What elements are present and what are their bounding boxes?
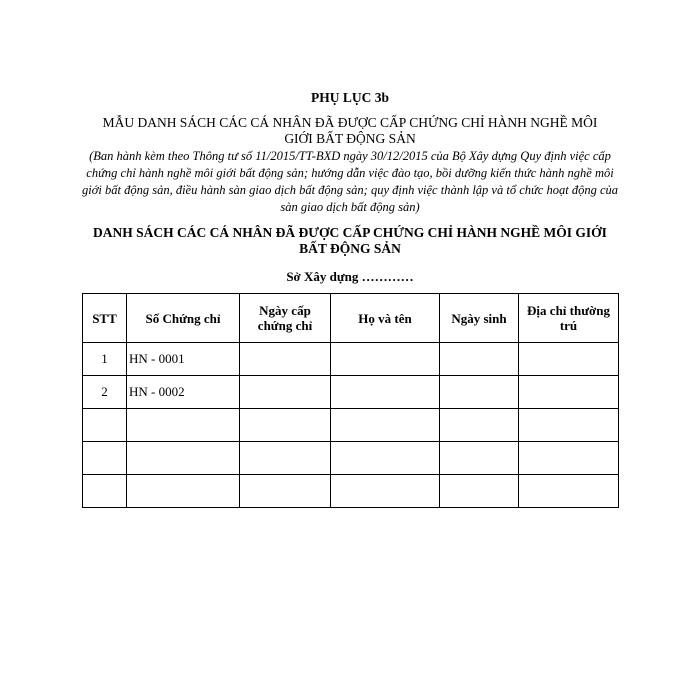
column-header-full-name: Họ và tên — [331, 294, 440, 343]
cell-certificate-number — [127, 442, 240, 475]
cell-stt: 2 — [83, 376, 127, 409]
appendix-label: PHỤ LỤC 3b — [310, 90, 389, 105]
cell-certificate-number: HN - 0002 — [127, 376, 240, 409]
cell-birth-date — [440, 409, 519, 442]
table-row — [83, 376, 619, 409]
column-header-certificate-number: Số Chứng chỉ — [127, 294, 240, 343]
cell-full-name — [331, 475, 440, 508]
list-title: DANH SÁCH CÁC CÁ NHÂN ĐÃ ĐƯỢC CẤP CHỨNG CHỈ HÀNH NGHỀ MÔI GIỚI BẤT ĐỘNG SẢN — [93, 225, 607, 256]
cell-stt: 1 — [83, 343, 127, 376]
cell-permanent-address — [519, 343, 619, 376]
cell-stt — [83, 409, 127, 442]
column-header-issue-date: Ngày cấp chứng chỉ — [240, 294, 331, 343]
cell-certificate-number: HN - 0001 — [127, 343, 240, 376]
cell-full-name — [331, 343, 440, 376]
form-title: MẪU DANH SÁCH CÁC CÁ NHÂN ĐÃ ĐƯỢC CẤP CHỨNG CHỈ HÀNH NGHỀ MÔI GIỚI BẤT ĐỘNG SẢN — [102, 115, 598, 146]
cell-issue-date — [240, 376, 331, 409]
table-header-row — [83, 294, 619, 343]
cell-issue-date — [240, 343, 331, 376]
cell-full-name — [331, 376, 440, 409]
cell-birth-date — [440, 376, 519, 409]
cell-permanent-address — [519, 475, 619, 508]
table-row — [83, 409, 619, 442]
cell-issue-date — [240, 409, 331, 442]
column-header-permanent-address: Địa chỉ thường trú — [519, 294, 619, 343]
department-line: Sở Xây dựng ………… — [286, 269, 414, 284]
cell-permanent-address — [519, 442, 619, 475]
cell-issue-date — [240, 442, 331, 475]
cell-permanent-address — [519, 376, 619, 409]
column-header-stt: STT — [83, 294, 127, 343]
table-row — [83, 442, 619, 475]
cell-birth-date — [440, 475, 519, 508]
cell-permanent-address — [519, 409, 619, 442]
cell-certificate-number — [127, 475, 240, 508]
cell-issue-date — [240, 475, 331, 508]
cell-birth-date — [440, 442, 519, 475]
cell-full-name — [331, 409, 440, 442]
certificate-list-table — [82, 293, 619, 508]
issued-note: (Ban hành kèm theo Thông tư số 11/2015/TT-BXD ngày 30/12/2015 của Bộ Xây dựng Quy định việc cấp chứng chỉ hành nghề môi giới bất động sản; hướng dẫn việc đào tạo, bồi dưỡng kiến thức hành nghề môi giới bất động sản, điều hành sàn giao dịch bất động sản; quy định việc thành lập và tổ chức hoạt động của sàn giao dịch bất động sản) — [82, 149, 618, 214]
column-header-birth-date: Ngày sinh — [440, 294, 519, 343]
table-row — [83, 343, 619, 376]
cell-stt — [83, 475, 127, 508]
cell-full-name — [331, 442, 440, 475]
table-row — [83, 475, 619, 508]
cell-stt — [83, 442, 127, 475]
cell-birth-date — [440, 343, 519, 376]
cell-certificate-number — [127, 409, 240, 442]
